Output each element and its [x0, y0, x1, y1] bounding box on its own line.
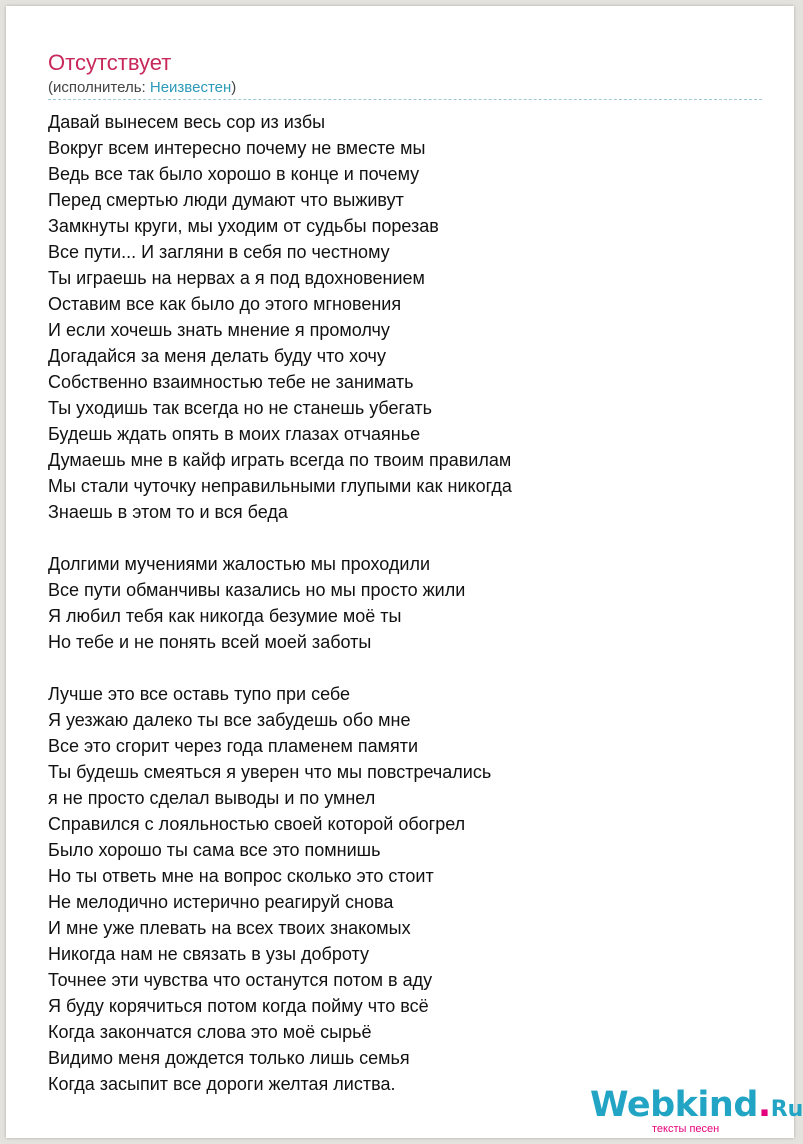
- dashed-divider: [48, 99, 762, 100]
- lyric-line: Думаешь мне в кайф играть всегда по твоим правилам: [48, 450, 512, 470]
- lyric-line: я не просто сделал выводы и по умнел: [48, 788, 376, 808]
- logo-tld: Ru: [770, 1097, 803, 1122]
- lyric-line: Все это сгорит через года пламенем памяти: [48, 736, 419, 756]
- lyric-line: Вокруг всем интересно почему не вместе мы: [48, 138, 426, 158]
- lyric-line: Когда закончатся слова это моё сырьё: [48, 1022, 372, 1042]
- lyric-line: Долгими мучениями жалостью мы проходили: [48, 554, 430, 574]
- artist-prefix: (исполнитель:: [48, 79, 150, 96]
- lyric-line: Все пути... И загляни в себя по честному: [48, 242, 390, 262]
- lyrics-stanza: [48, 109, 768, 525]
- logo-name: Webkind: [590, 1085, 758, 1125]
- lyric-line: Оставим все как было до этого мгновения: [48, 294, 402, 314]
- lyric-line: Но тебе и не понять всей моей заботы: [48, 632, 372, 652]
- lyric-line: Было хорошо ты сама все это помнишь: [48, 840, 381, 860]
- lyric-line: Видимо меня дождется только лишь семья: [48, 1048, 410, 1068]
- lyric-line: Догадайся за меня делать буду что хочу: [48, 346, 386, 366]
- lyric-line: И мне уже плевать на всех твоих знакомых: [48, 918, 411, 938]
- artist-link[interactable]: Неизвестен: [149, 79, 232, 96]
- lyric-line: Я любил тебя как никогда безумие моё ты: [48, 606, 402, 626]
- logo-tagline: тексты песен: [652, 1123, 720, 1135]
- lyrics-stanza: [48, 551, 768, 655]
- lyric-line: Знаешь в этом то и вся беда: [48, 502, 288, 522]
- webkind-logo[interactable]: [590, 1085, 803, 1135]
- lyric-line: Ведь все так было хорошо в конце и почему: [48, 164, 420, 184]
- lyric-line: Лучше это все оставь тупо при себе: [48, 684, 351, 704]
- lyric-line: Будешь ждать опять в моих глазах отчаянье: [48, 424, 421, 444]
- lyrics-stanza: [48, 681, 768, 1097]
- lyrics-page: [6, 6, 803, 1138]
- lyric-line: Я уезжаю далеко ты все забудешь обо мне: [48, 710, 411, 730]
- lyric-line: Я буду корячиться потом когда пойму что всё: [48, 996, 429, 1016]
- lyric-line: Ты играешь на нервах а я под вдохновением: [48, 268, 425, 288]
- lyric-line: И если хочешь знать мнение я промолчу: [48, 320, 390, 340]
- lyric-line: Но ты ответь мне на вопрос сколько это стоит: [48, 866, 434, 886]
- lyric-line: Ты уходишь так всегда но не станешь убегать: [48, 398, 432, 418]
- artist-line: [48, 78, 236, 98]
- artist-suffix: ): [231, 79, 237, 96]
- lyric-line: Никогда нам не связать в узы доброту: [48, 944, 369, 964]
- lyric-line: Точнее эти чувства что останутся потом в аду: [48, 970, 433, 990]
- lyric-line: Замкнуты круги, мы уходим от судьбы порезав: [48, 216, 439, 236]
- lyric-line: Когда засыпит все дороги желтая листва.: [48, 1074, 396, 1094]
- lyric-line: Перед смертью люди думают что выживут: [48, 190, 404, 210]
- lyric-line: Ты будешь смеяться я уверен что мы повстречались: [48, 762, 492, 782]
- logo-dot: .: [757, 1085, 771, 1125]
- lyric-line: Все пути обманчивы казались но мы просто жили: [48, 580, 466, 600]
- lyric-line: Давай вынесем весь сор из избы: [48, 112, 326, 132]
- lyric-line: Справился с лояльностью своей которой обогрел: [48, 814, 466, 834]
- lyric-line: Собственно взаимностью тебе не занимать: [48, 372, 414, 392]
- lyrics-text: [48, 109, 768, 1097]
- lyric-line: Не мелодично истерично реагируй снова: [48, 892, 394, 912]
- lyric-line: Мы стали чуточку неправильными глупыми как никогда: [48, 476, 512, 496]
- song-title: Отсутствует: [48, 50, 172, 75]
